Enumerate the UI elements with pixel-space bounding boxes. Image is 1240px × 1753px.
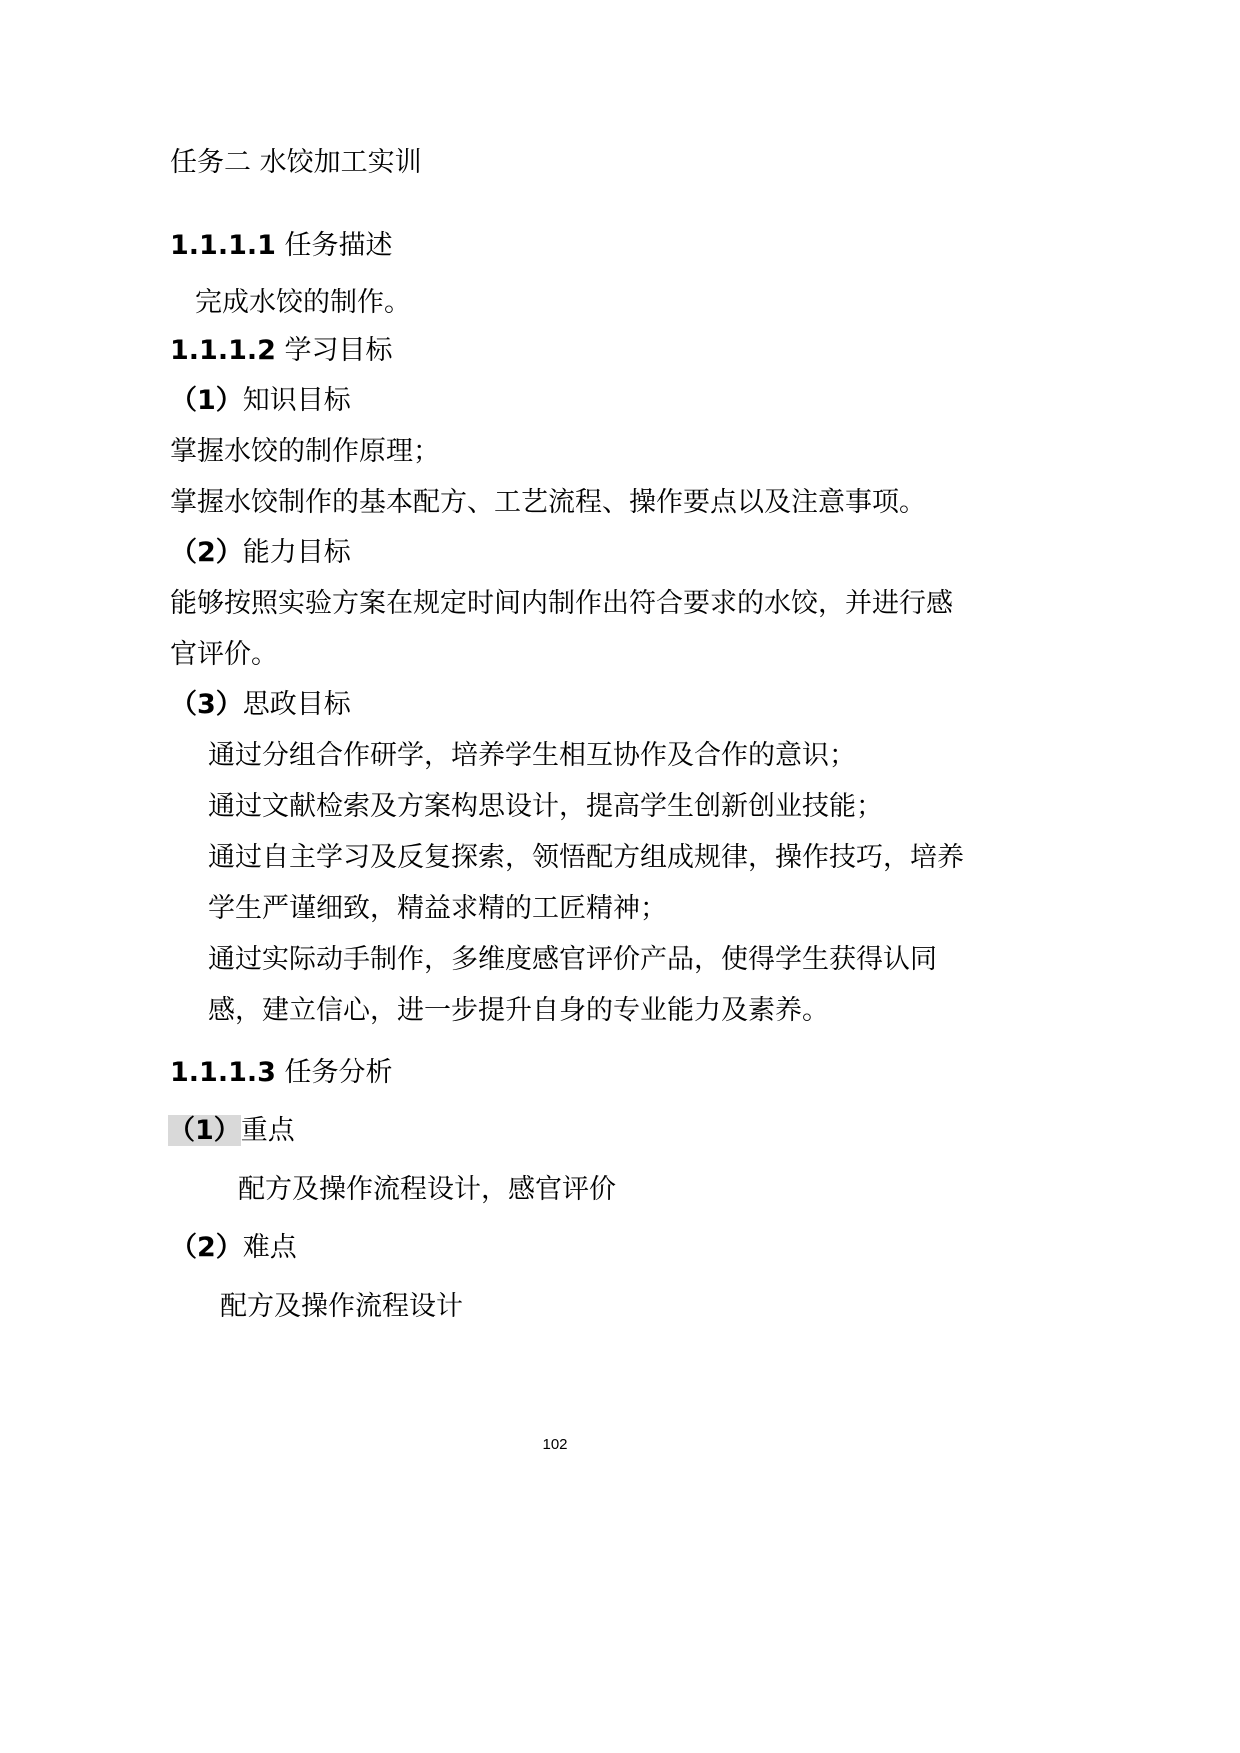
knowledge-objective-item: 掌握水饺制作的基本配方、工艺流程、操作要点以及注意事项。 [170,487,926,518]
key-point-content: 配方及操作流程设计，感官评价 [238,1174,616,1205]
item-number: （1） [170,385,243,416]
section-heading-task-description [170,229,393,263]
ideology-objective-line: 通过分组合作研学，培养学生相互协作及合作的意识； [208,740,856,771]
item-label: 知识目标 [242,385,351,416]
page-number: 102 [542,1436,568,1453]
ideology-objective-line: 通过文献检索及方案构思设计，提高学生创新创业技能； [208,791,883,822]
difficulty-content: 配方及操作流程设计 [220,1291,463,1322]
ability-objective-line: 官评价。 [170,639,278,670]
key-point-label [168,1114,295,1148]
section-number: 1.1.1.1 [170,230,276,261]
task-description-text: 完成水饺的制作。 [195,287,411,318]
section-title: 任务描述 [284,230,393,261]
item-number: （2） [170,537,243,568]
knowledge-objective-label [170,384,351,418]
highlighted-item-number: （1） [168,1115,241,1146]
item-label: 难点 [242,1232,297,1263]
ideology-objective-label [170,688,351,722]
item-label: 思政目标 [242,689,351,720]
task-title: 任务二 水饺加工实训 [170,147,422,178]
ability-objective-line: 能够按照实验方案在规定时间内制作出符合要求的水饺，并进行感 [170,588,953,619]
ideology-objective-line: 学生严谨细致，精益求精的工匠精神； [208,893,667,924]
item-label: 能力目标 [242,537,351,568]
section-heading-learning-objectives [170,334,393,368]
section-title: 任务分析 [284,1057,393,1088]
section-number: 1.1.1.2 [170,335,276,366]
ideology-objective-line: 通过自主学习及反复探索，领悟配方组成规律，操作技巧，培养 [208,842,964,873]
section-number: 1.1.1.3 [170,1057,276,1088]
item-label: 重点 [240,1115,295,1146]
section-title: 学习目标 [284,335,393,366]
difficulty-label [170,1231,297,1265]
item-number: （3） [170,689,243,720]
ideology-objective-line: 通过实际动手制作，多维度感官评价产品，使得学生获得认同 [208,944,937,975]
knowledge-objective-item: 掌握水饺的制作原理； [170,436,440,467]
section-heading-task-analysis [170,1056,393,1090]
ideology-objective-line: 感，建立信心，进一步提升自身的专业能力及素养。 [208,995,829,1026]
ability-objective-label [170,536,351,570]
item-number: （2） [170,1232,243,1263]
